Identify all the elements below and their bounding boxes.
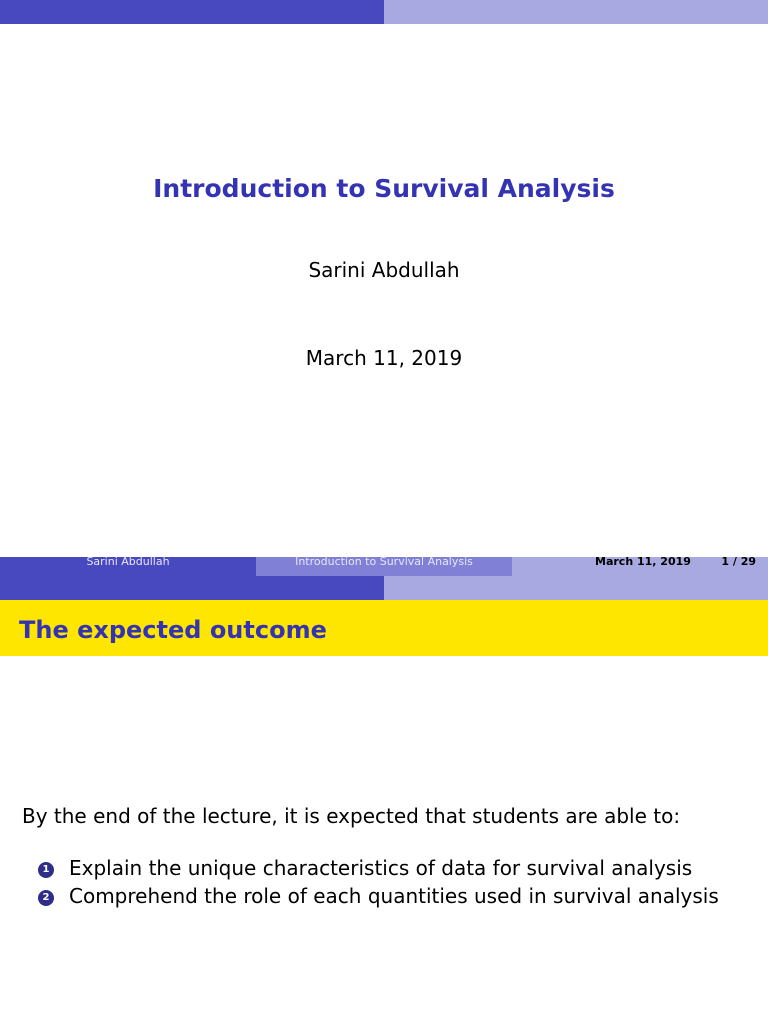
enumeration-badge: 1 [38,862,54,878]
footer-right-segment [512,557,768,576]
slide-2-top-bar [0,576,768,600]
top-bar-left [0,576,384,600]
list-item-text: Explain the unique characteristics of data for survival analysis [69,856,693,880]
presentation-author: Sarini Abdullah [308,258,460,282]
frame-title-bar [0,600,768,656]
footer-author: Sarini Abdullah [0,557,256,576]
enumeration-badge: 2 [38,890,54,906]
intro-text: By the end of the lecture, it is expected that students are able to: [22,804,681,828]
content-slide [0,576,768,1024]
list-item-text: Comprehend the role of each quantities used in survival analysis [69,884,719,908]
footer-title: Introduction to Survival Analysis [256,557,512,576]
presentation-title: Introduction to Survival Analysis [153,174,615,203]
footer-date: March 11, 2019 [595,555,691,568]
presentation-date: March 11, 2019 [305,346,463,370]
slide-1-top-bar [0,0,768,24]
top-bar-left [0,0,384,24]
top-bar-right [384,576,768,600]
top-bar-right [384,0,768,24]
slide-footer [0,557,768,576]
frame-title: The expected outcome [19,616,327,644]
footer-page-number: 1 / 29 [721,555,756,568]
